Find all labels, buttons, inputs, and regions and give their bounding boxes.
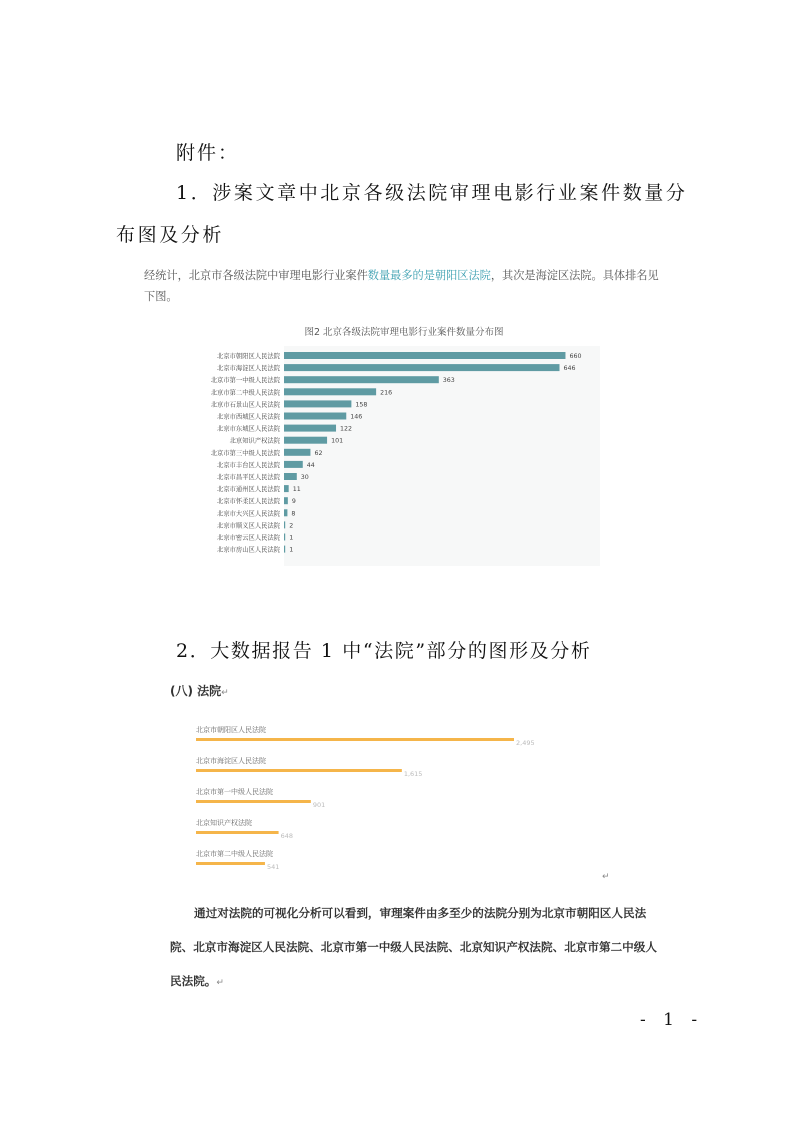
chart1-value-label: 101 — [331, 437, 344, 445]
chart1-bar — [284, 449, 310, 456]
chart1-bar — [284, 509, 287, 516]
attachment-label: 附件： — [176, 142, 240, 164]
return-mark-icon: ↵ — [602, 872, 610, 882]
section2-analysis — [170, 896, 668, 1000]
chart1-value-label: 216 — [380, 389, 393, 397]
chart1-category-label: 北京市昌平区人民法院 — [217, 474, 280, 481]
intro-part2: ，其次是海淀区法院。具体排名见下图。 — [144, 269, 659, 303]
chart1-category-label: 北京市东城区人民法院 — [217, 425, 280, 433]
chart1-value-label: 646 — [563, 365, 576, 373]
chart1-value-label: 62 — [314, 449, 323, 457]
chart1-bar — [284, 352, 565, 359]
chart1-bar — [284, 546, 285, 553]
chart1-category-label: 北京市房山区人民法院 — [217, 546, 280, 554]
chart2-bar — [196, 800, 311, 803]
chart1-category-label: 北京市第三中级人民法院 — [210, 449, 280, 457]
chart1-category-label: 北京市石景山区人民法院 — [210, 401, 280, 409]
chart1-value-label: 11 — [292, 486, 301, 494]
chart1-bar — [284, 485, 289, 492]
chart1-category-label: 北京市怀柔区人民法院 — [217, 498, 280, 506]
chart1-value-label: 158 — [355, 401, 368, 409]
chart2-category-label: 北京市海淀区人民法院 — [196, 757, 266, 765]
chart1-category-label: 北京市第二中级人民法院 — [210, 389, 280, 397]
chart1-value-label: 363 — [442, 377, 455, 385]
chart1-bar — [284, 461, 303, 468]
chart2-category-label: 北京知识产权法院 — [196, 819, 252, 827]
chart1-value-label: 1 — [289, 534, 294, 542]
page-number: - 1 - — [640, 1010, 704, 1030]
return-mark-icon: ↵ — [216, 978, 224, 988]
chart1-category-label: 北京知识产权法院 — [229, 437, 280, 445]
chart2-value-label: 541 — [266, 863, 280, 871]
chart1-value-label: 146 — [350, 413, 363, 421]
chart1-category-label: 北京市密云区人民法院 — [217, 534, 280, 542]
chart2-bar — [196, 862, 265, 865]
chart1-value-label: 660 — [569, 353, 582, 360]
chart1-value-label: 2 — [289, 522, 294, 530]
chart2-category-label: 北京市朝阳区人民法院 — [196, 726, 266, 734]
chart2-bar — [196, 769, 402, 772]
chart1-bar — [284, 388, 376, 395]
intro-part1: 经统计，北京市各级法院中审理电影行业案件 — [144, 269, 368, 282]
chart1-bar — [284, 437, 327, 444]
chart1-category-label: 北京市丰台区人民法院 — [217, 461, 280, 469]
chart2-bar — [196, 738, 514, 741]
section1-heading-line1: 1．涉案文章中北京各级法院审理电影行业案件数量分 — [176, 182, 688, 204]
chart1-bar — [284, 497, 288, 504]
chart1-value-label: 9 — [291, 498, 296, 506]
return-mark-icon: ↵ — [221, 688, 229, 698]
subsection-title — [170, 682, 229, 699]
chart1-category-label: 北京市第一中级人民法院 — [210, 377, 280, 385]
chart1-value-label: 8 — [291, 510, 296, 518]
chart1-bar — [284, 473, 297, 480]
chart2-bar — [196, 831, 279, 834]
chart1-bar — [284, 376, 439, 383]
chart2-value-label: 2,495 — [516, 739, 535, 747]
chart1-bar — [284, 413, 346, 420]
chart1-bar — [284, 534, 285, 541]
court-report-bar-chart — [192, 722, 552, 872]
chart1-value-label: 44 — [306, 461, 315, 469]
chart2-value-label: 648 — [280, 832, 294, 840]
chart1-category-label: 北京市大兴区人民法院 — [217, 510, 280, 518]
chart2-category-label: 北京市第一中级人民法院 — [196, 788, 273, 796]
chart1-value-label: 30 — [300, 474, 309, 481]
chart1-bar — [284, 425, 336, 432]
chart1-category-label: 北京市通州区人民法院 — [217, 486, 280, 494]
chart2-category-label: 北京市第二中级人民法院 — [196, 850, 273, 858]
chart1-bar — [284, 521, 285, 528]
chart1-category-label: 北京市顺义区人民法院 — [217, 522, 280, 530]
analysis-text: 通过对法院的可视化分析可以看到，审理案件由多至少的法院分别为北京市朝阳区人民法院、北京市海淀区人民法院、北京市第一中级人民法院、北京知识产权法院、北京市第二中级人民法院。 — [170, 906, 657, 988]
section1-intro — [144, 265, 664, 307]
chart1-category-label: 北京市朝阳区人民法院 — [217, 353, 280, 360]
intro-highlight: 数量最多的是朝阳区法院 — [367, 269, 491, 282]
chart2-value-label: 1,615 — [403, 770, 423, 778]
chart2-value-label: 901 — [312, 801, 326, 809]
section1-heading-line2: 布图及分析 — [116, 224, 225, 246]
subsection-title-text: (八) 法院 — [170, 684, 222, 698]
court-case-bar-chart — [150, 346, 610, 566]
chart1-category-label: 北京市海淀区人民法院 — [217, 365, 280, 373]
chart1-value-label: 122 — [340, 425, 353, 433]
chart1-category-label: 北京市西城区人民法院 — [217, 413, 280, 421]
chart1-title: 图2 北京各级法院审理电影行业案件数量分布图 — [304, 327, 504, 338]
chart1-bar — [284, 364, 560, 371]
chart1-value-label: 1 — [289, 546, 294, 554]
chart1-bar — [284, 400, 351, 407]
section2-heading: 2．大数据报告 1 中“法院”部分的图形及分析 — [176, 640, 592, 662]
